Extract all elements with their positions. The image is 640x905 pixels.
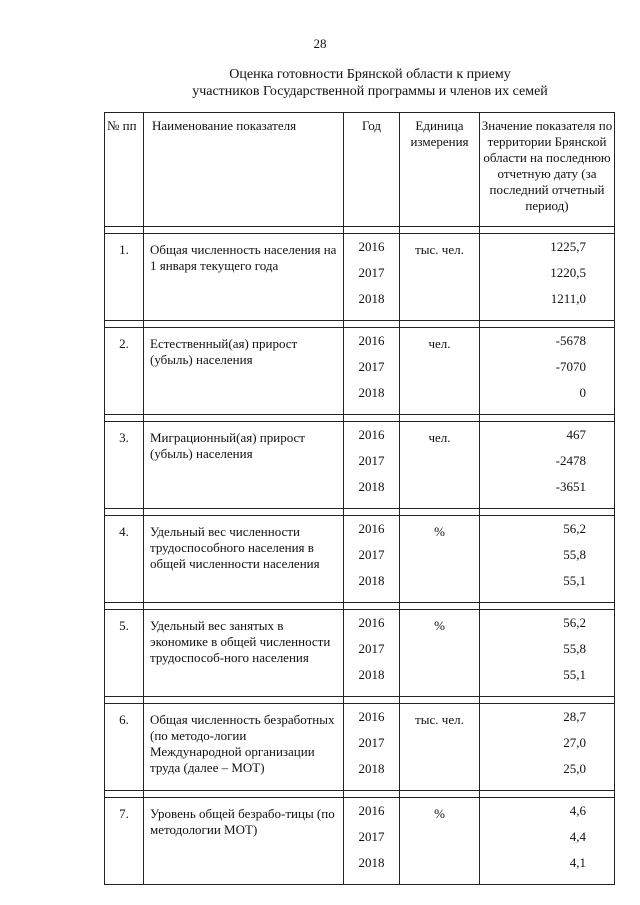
- spacer-cell: [480, 697, 615, 704]
- spacer-cell: [480, 415, 615, 422]
- year-value: 2016: [358, 615, 385, 630]
- indicator-name: Удельный вес численности трудоспособного населения в общей численности населения: [144, 516, 344, 603]
- spacer-cell: [400, 227, 480, 234]
- value-list: [480, 516, 615, 603]
- spacer-cell: [344, 415, 400, 422]
- year-value: 2016: [358, 239, 385, 254]
- table-row: [105, 422, 615, 509]
- spacer-cell: [400, 603, 480, 610]
- spacer-cell: [105, 697, 144, 704]
- spacer-cell: [144, 603, 344, 610]
- year-list: [344, 798, 400, 885]
- indicator-value: 27,0: [563, 735, 586, 750]
- indicator-name: Общая численность безработных (по методо-логии Международной организации труда (далее – МОТ): [144, 704, 344, 791]
- indicator-value: 4,1: [569, 855, 586, 870]
- spacer-cell: [400, 697, 480, 704]
- indicator-name: Естественный(ая) прирост (убыль) населения: [144, 328, 344, 415]
- document-title: [140, 66, 600, 100]
- row-number: 4.: [105, 516, 144, 603]
- indicator-value: -3651: [555, 479, 586, 494]
- year-value: 2017: [358, 641, 385, 656]
- spacer-cell: [344, 697, 400, 704]
- row-number: 1.: [105, 234, 144, 321]
- year-value: 2018: [358, 761, 385, 776]
- spacer-cell: [480, 509, 615, 516]
- year-value: 2017: [358, 735, 385, 750]
- year-value: 2018: [358, 291, 385, 306]
- year-list: [344, 704, 400, 791]
- spacer-cell: [400, 791, 480, 798]
- year-list: [344, 328, 400, 415]
- spacer-cell: [144, 697, 344, 704]
- page-number: 28: [313, 36, 327, 51]
- spacer-cell: [480, 603, 615, 610]
- unit-of-measure: чел.: [400, 422, 480, 509]
- year-value: 2018: [358, 479, 385, 494]
- indicator-value: -7070: [555, 359, 586, 374]
- year-value: 2017: [358, 265, 385, 280]
- year-value: 2016: [358, 521, 385, 536]
- year-value: 2018: [358, 855, 385, 870]
- year-list: [344, 516, 400, 603]
- spacer-cell: [344, 509, 400, 516]
- spacer-cell: [105, 227, 144, 234]
- header-value: Значение показателя по территории Брянской области на последнюю отчетную дату (за последний отчетный период): [480, 113, 615, 227]
- value-list: [480, 234, 615, 321]
- value-list: [480, 610, 615, 697]
- year-list: [344, 234, 400, 321]
- year-value: 2017: [358, 359, 385, 374]
- indicator-value: 55,8: [563, 641, 586, 656]
- spacer-cell: [480, 791, 615, 798]
- unit-of-measure: тыс. чел.: [400, 704, 480, 791]
- value-list: [480, 798, 615, 885]
- table-row: [105, 704, 615, 791]
- spacer-cell: [344, 227, 400, 234]
- indicator-value: 55,1: [563, 573, 586, 588]
- spacer-cell: [344, 791, 400, 798]
- spacer-cell: [400, 321, 480, 328]
- header-year: Год: [344, 113, 400, 227]
- header-indicator-name: Наименование показателя: [144, 113, 344, 227]
- spacer-cell: [344, 603, 400, 610]
- row-number: 7.: [105, 798, 144, 885]
- spacer-cell: [144, 509, 344, 516]
- indicator-value: 28,7: [563, 709, 586, 724]
- indicator-value: 56,2: [563, 521, 586, 536]
- year-value: 2017: [358, 829, 385, 844]
- spacer-cell: [144, 415, 344, 422]
- unit-of-measure: чел.: [400, 328, 480, 415]
- indicator-value: 25,0: [563, 761, 586, 776]
- spacer-row: [105, 321, 615, 328]
- year-value: 2016: [358, 803, 385, 818]
- indicator-value: 4,4: [569, 829, 586, 844]
- spacer-cell: [105, 509, 144, 516]
- value-list: [480, 328, 615, 415]
- unit-of-measure: %: [400, 610, 480, 697]
- indicator-value: 1220,5: [550, 265, 586, 280]
- row-number: 6.: [105, 704, 144, 791]
- title-line: участников Государственной программы и членов их семей: [192, 84, 548, 99]
- table-row: [105, 798, 615, 885]
- spacer-row: [105, 791, 615, 798]
- row-number: 5.: [105, 610, 144, 697]
- header-unit: Единица измерения: [400, 113, 480, 227]
- indicator-name: Общая численность населения на 1 января текущего года: [144, 234, 344, 321]
- indicators-table: [104, 112, 615, 885]
- indicator-name: Удельный вес занятых в экономике в общей численности трудоспособ-ного населения: [144, 610, 344, 697]
- spacer-cell: [105, 321, 144, 328]
- table-row: [105, 328, 615, 415]
- year-value: 2016: [358, 427, 385, 442]
- spacer-cell: [105, 791, 144, 798]
- indicator-name: Уровень общей безрабо-тицы (по методологии МОТ): [144, 798, 344, 885]
- spacer-cell: [400, 415, 480, 422]
- spacer-cell: [480, 321, 615, 328]
- year-value: 2017: [358, 453, 385, 468]
- year-value: 2017: [358, 547, 385, 562]
- spacer-cell: [144, 227, 344, 234]
- spacer-row: [105, 415, 615, 422]
- indicator-value: 4,6: [569, 803, 586, 818]
- indicator-value: -2478: [555, 453, 586, 468]
- title-line: Оценка готовности Брянской области к приему: [229, 67, 511, 82]
- row-number: 3.: [105, 422, 144, 509]
- spacer-row: [105, 697, 615, 704]
- spacer-cell: [144, 321, 344, 328]
- spacer-cell: [105, 603, 144, 610]
- year-value: 2018: [358, 385, 385, 400]
- year-value: 2018: [358, 667, 385, 682]
- indicator-value: 0: [579, 385, 586, 400]
- year-value: 2016: [358, 709, 385, 724]
- indicator-value: 467: [566, 427, 586, 442]
- table-row: [105, 234, 615, 321]
- value-list: [480, 704, 615, 791]
- unit-of-measure: %: [400, 516, 480, 603]
- unit-of-measure: тыс. чел.: [400, 234, 480, 321]
- spacer-cell: [400, 509, 480, 516]
- indicator-name: Миграционный(ая) прирост (убыль) населения: [144, 422, 344, 509]
- year-value: 2016: [358, 333, 385, 348]
- indicator-value: 1211,0: [550, 291, 586, 306]
- spacer-cell: [480, 227, 615, 234]
- table-body: [105, 227, 615, 885]
- table-row: [105, 610, 615, 697]
- unit-of-measure: %: [400, 798, 480, 885]
- spacer-cell: [344, 321, 400, 328]
- row-number: 2.: [105, 328, 144, 415]
- spacer-cell: [144, 791, 344, 798]
- spacer-row: [105, 227, 615, 234]
- table-header-row: [105, 113, 615, 227]
- header-number: № пп: [105, 113, 144, 227]
- year-list: [344, 422, 400, 509]
- value-list: [480, 422, 615, 509]
- spacer-cell: [105, 415, 144, 422]
- spacer-row: [105, 603, 615, 610]
- spacer-row: [105, 509, 615, 516]
- indicator-value: 56,2: [563, 615, 586, 630]
- indicator-value: -5678: [555, 333, 586, 348]
- indicator-value: 55,8: [563, 547, 586, 562]
- year-list: [344, 610, 400, 697]
- year-value: 2018: [358, 573, 385, 588]
- indicator-value: 1225,7: [550, 239, 586, 254]
- indicator-value: 55,1: [563, 667, 586, 682]
- table-row: [105, 516, 615, 603]
